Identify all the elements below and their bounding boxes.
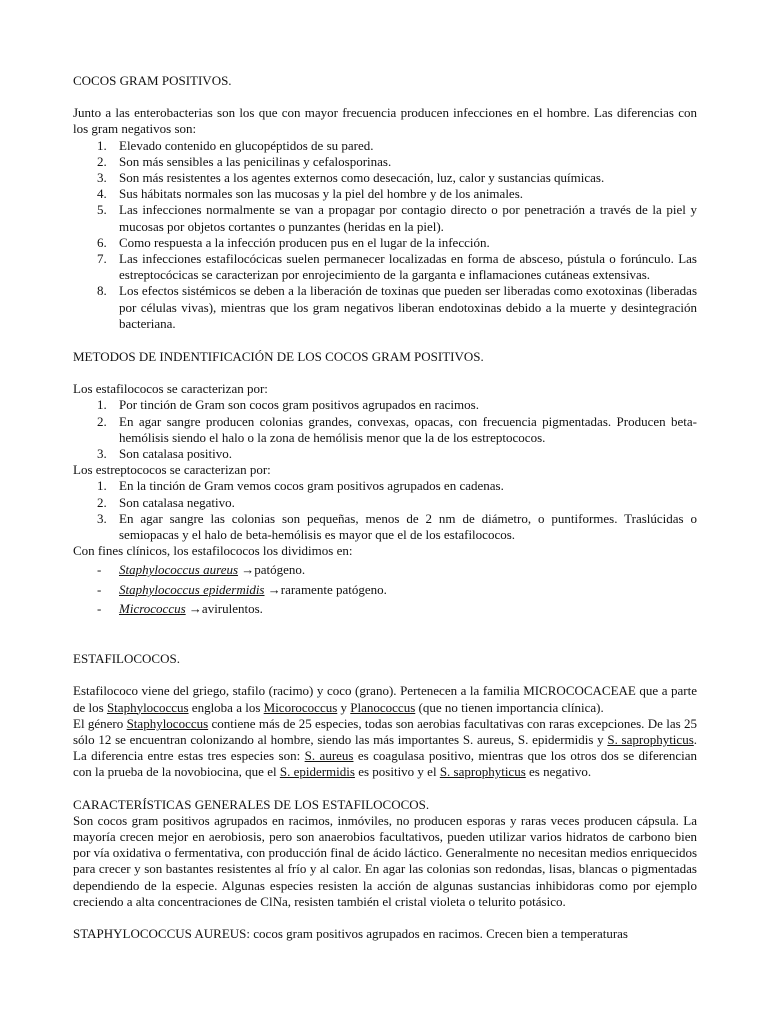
list-item: 2. Son catalasa negativo. (97, 494, 235, 510)
list-item: 3. Son más resistentes a los agentes externos como desecación, luz, calor y sustancias químicas. (97, 170, 605, 186)
document-body (73, 0, 697, 942)
list-item: 2. Son más sensibles a las penicilinas y cefalosporinas. (97, 153, 392, 169)
arrow-icon: → (267, 581, 281, 597)
clinical-intro: Con fines clínicos, los estafilococos los dividimos en: (73, 543, 353, 559)
clinical-classification-list (73, 562, 697, 617)
estafilococos-paragraph-2: El género Staphylococcus contiene más de 25 especies, todas son aerobias facultativas con raras excepciones. De las 25 sólo 12 se encuentran colonizando al hombre, siendo las más importantes S. aureus, S. epidermidis y S. saprophyticus. La diferencia entre estas tres especies son: S. aureus es coagulasa positivo, mientras que los otros dos se diferencian con la prueba de la novobiocina, que el S. epidermidis es positivo y el S. saprophyticus es negativo. (73, 715, 698, 780)
list-item: - Staphylococcus epidermidis →raramente patógeno. (97, 581, 387, 597)
list-item: 1. Por tinción de Gram son cocos gram positivos agrupados en racimos. (97, 397, 479, 413)
staph-intro: Los estafilococos se caracterizan por: (73, 381, 268, 397)
staphylococcus-aureus-paragraph: STAPHYLOCOCCUS AUREUS: cocos gram positivos agrupados en racimos. Crecen bien a temperaturas (73, 925, 628, 941)
list-item: 8. Los efectos sistémicos se deben a la liberación de toxinas que pueden ser liberadas como exotoxinas (liberadas por células vivas), mientras que los gram negativos liberan endotoxinas debido a la muerte y desintegración bacteriana. (97, 283, 697, 331)
species-name: Staphylococcus epidermidis (119, 581, 265, 597)
differences-list (73, 138, 697, 332)
section-title-metodos-identificacion: METODOS DE INDENTIFICACIÓN DE LOS COCOS GRAM POSITIVOS. (73, 349, 484, 365)
list-item: - Staphylococcus aureus →patógeno. (97, 562, 306, 578)
list-item: 4. Sus hábitats normales son las mucosas y la piel del hombre y de los animales. (97, 186, 524, 202)
section1-intro: Junto a las enterobacterias son los que con mayor frecuencia producen infecciones en el hombre. Las diferencias con los gram negativos son: (73, 105, 697, 137)
list-item: 2. En agar sangre producen colonias grandes, convexas, opacas, con frecuencia pigmentadas. Producen beta-hemólisis siendo el halo o la zona de hemólisis menor que la de los estreptococos. (97, 413, 697, 445)
list-item: 5. Las infecciones normalmente se van a propagar por contagio directo o por penetración a través de la piel y mucosas por objetos cortantes o punzantes (heridas en la piel). (97, 202, 697, 234)
staph-characteristics-list (73, 397, 697, 462)
list-item: - Micrococcus →avirulentos. (97, 600, 263, 616)
species-name: Staphylococcus aureus (119, 562, 239, 578)
arrow-icon: → (241, 562, 255, 578)
section-title-cocos-gram-positivos: COCOS GRAM POSITIVOS. (73, 73, 232, 88)
list-item: 1. Elevado contenido en glucopéptidos de su pared. (97, 137, 374, 153)
caracteristicas-paragraph: Son cocos gram positivos agrupados en racimos, inmóviles, no producen esporas y raras veces producen cápsula. La mayoría crecen mejor en aerobiosis, pero son anaerobios facultativos, pueden utilizar varios hidratos de carbono bien por vía oxidativa o fermentativa, con producción final de ácido láctico. Generalmente no necesitan medios enriquecidos para crecer y son bastantes resistentes al frío y al calor. En agar las colonias son redondas, lisas, blancas o pigmentadas dependiendo de la especie. Algunas especies resisten la acción de algunas sustancias inhibidoras como por ejemplo creciendo a alta concentraciones de ClNa, resisten también el cristal violeta o telurito potásico. (73, 812, 697, 909)
arrow-icon: → (188, 600, 202, 616)
strep-intro: Los estreptococos se caracterizan por: (73, 462, 271, 478)
list-item: 7. Las infecciones estafilocócicas suelen permanecer localizadas en forma de absceso, pústula o forúnculo. Las estreptocócicas se caracterizan por enrojecimiento de la garganta e inflamaciones cutáneas extensivas. (97, 251, 697, 283)
strep-characteristics-list (73, 478, 697, 543)
estafilococos-paragraph-1: Estafilococo viene del griego, stafilo (racimo) y coco (grano). Pertenecen a la familia MICROCOCACEAE que a parte de los Staphylococcus engloba a los Micorococcus y Planococcus (que no tienen importancia clínica). (73, 683, 697, 715)
section-title-estafilococos: ESTAFILOCOCOS. (73, 651, 180, 667)
section-title-caracteristicas-generales: CARACTERÍSTICAS GENERALES DE LOS ESTAFILOCOCOS. (73, 796, 430, 812)
list-item: 1. En la tinción de Gram vemos cocos gram positivos agrupados en cadenas. (97, 478, 504, 494)
list-item: 3. En agar sangre las colonias son pequeñas, menos de 2 nm de diámetro, o puntiformes. Traslúcidas o semiopacas y el halo de beta-hemólisis es mayor que el de los estafilococos. (97, 510, 697, 543)
species-name: Micrococcus (119, 600, 186, 616)
list-item: 6. Como respuesta a la infección producen pus en el lugar de la infección. (97, 234, 490, 250)
list-item: 3. Son catalasa positivo. (97, 446, 233, 462)
